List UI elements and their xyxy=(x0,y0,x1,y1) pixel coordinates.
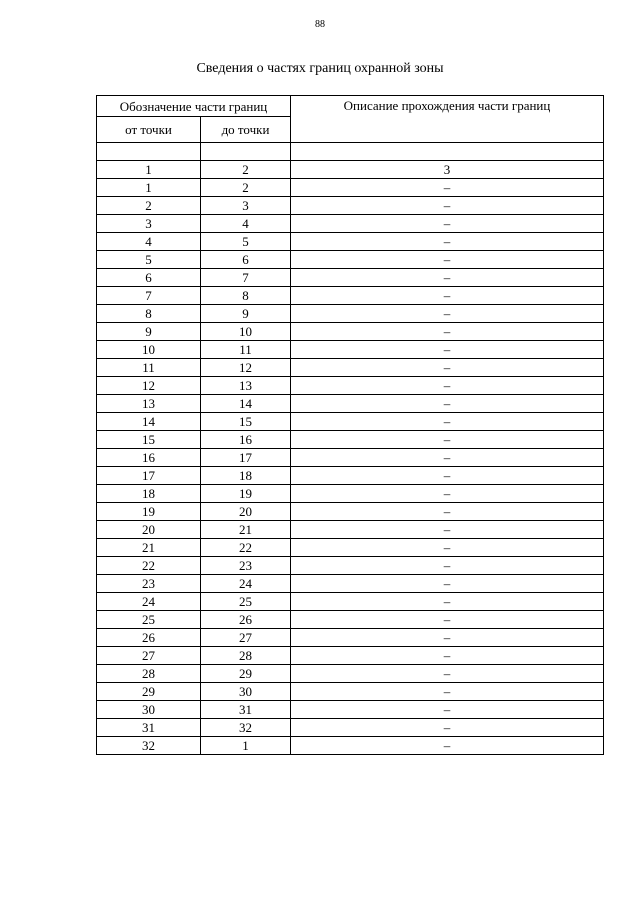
table-row xyxy=(97,377,604,395)
from-point-cell: 14 xyxy=(97,413,201,431)
description-cell: – xyxy=(291,431,604,449)
description-cell: – xyxy=(291,683,604,701)
table-row xyxy=(97,305,604,323)
to-point-cell: 19 xyxy=(201,485,291,503)
table-row xyxy=(97,215,604,233)
to-point-cell: 7 xyxy=(201,269,291,287)
table-row xyxy=(97,341,604,359)
column-number-3: 3 xyxy=(291,161,604,179)
to-point-cell: 15 xyxy=(201,413,291,431)
header-boundary-designation: Обозначение части границ xyxy=(97,96,291,117)
from-point-cell: 26 xyxy=(97,629,201,647)
description-cell: – xyxy=(291,233,604,251)
header-spacer-row xyxy=(97,143,604,161)
table-row xyxy=(97,287,604,305)
from-point-cell: 10 xyxy=(97,341,201,359)
to-point-cell: 32 xyxy=(201,719,291,737)
to-point-cell: 16 xyxy=(201,431,291,449)
table-row xyxy=(97,629,604,647)
description-cell: – xyxy=(291,395,604,413)
table-row xyxy=(97,467,604,485)
table-row xyxy=(97,701,604,719)
table-row xyxy=(97,503,604,521)
from-point-cell: 9 xyxy=(97,323,201,341)
from-point-cell: 28 xyxy=(97,665,201,683)
description-cell: – xyxy=(291,665,604,683)
table-row xyxy=(97,413,604,431)
table-row xyxy=(97,359,604,377)
description-cell: – xyxy=(291,467,604,485)
description-cell: – xyxy=(291,701,604,719)
header-to-point: до точки xyxy=(201,117,291,143)
description-cell: – xyxy=(291,719,604,737)
from-point-cell: 11 xyxy=(97,359,201,377)
description-cell: – xyxy=(291,323,604,341)
description-cell: – xyxy=(291,197,604,215)
table-row xyxy=(97,575,604,593)
description-cell: – xyxy=(291,305,604,323)
from-point-cell: 13 xyxy=(97,395,201,413)
description-cell: – xyxy=(291,611,604,629)
from-point-cell: 31 xyxy=(97,719,201,737)
to-point-cell: 29 xyxy=(201,665,291,683)
table-row xyxy=(97,449,604,467)
to-point-cell: 30 xyxy=(201,683,291,701)
from-point-cell: 18 xyxy=(97,485,201,503)
table-row xyxy=(97,323,604,341)
table-row xyxy=(97,683,604,701)
from-point-cell: 29 xyxy=(97,683,201,701)
table-row xyxy=(97,521,604,539)
table-row xyxy=(97,233,604,251)
to-point-cell: 3 xyxy=(201,197,291,215)
from-point-cell: 6 xyxy=(97,269,201,287)
from-point-cell: 25 xyxy=(97,611,201,629)
to-point-cell: 2 xyxy=(201,179,291,197)
from-point-cell: 24 xyxy=(97,593,201,611)
from-point-cell: 4 xyxy=(97,233,201,251)
header-description: Описание прохождения части границ xyxy=(291,96,604,143)
from-point-cell: 8 xyxy=(97,305,201,323)
description-cell: – xyxy=(291,629,604,647)
table-row xyxy=(97,179,604,197)
table-row xyxy=(97,647,604,665)
table-row xyxy=(97,665,604,683)
description-cell: – xyxy=(291,287,604,305)
description-cell: – xyxy=(291,179,604,197)
table-row xyxy=(97,197,604,215)
from-point-cell: 2 xyxy=(97,197,201,215)
table-row xyxy=(97,737,604,755)
description-cell: – xyxy=(291,539,604,557)
description-cell: – xyxy=(291,485,604,503)
column-number-row xyxy=(97,161,604,179)
to-point-cell: 22 xyxy=(201,539,291,557)
table-row xyxy=(97,395,604,413)
to-point-cell: 27 xyxy=(201,629,291,647)
description-cell: – xyxy=(291,449,604,467)
from-point-cell: 20 xyxy=(97,521,201,539)
to-point-cell: 9 xyxy=(201,305,291,323)
table-row xyxy=(97,611,604,629)
table-header-row xyxy=(97,96,604,117)
to-point-cell: 25 xyxy=(201,593,291,611)
from-point-cell: 19 xyxy=(97,503,201,521)
description-cell: – xyxy=(291,737,604,755)
to-point-cell: 31 xyxy=(201,701,291,719)
to-point-cell: 17 xyxy=(201,449,291,467)
from-point-cell: 7 xyxy=(97,287,201,305)
description-cell: – xyxy=(291,503,604,521)
description-cell: – xyxy=(291,575,604,593)
to-point-cell: 23 xyxy=(201,557,291,575)
description-cell: – xyxy=(291,647,604,665)
description-cell: – xyxy=(291,413,604,431)
table-row xyxy=(97,593,604,611)
to-point-cell: 20 xyxy=(201,503,291,521)
to-point-cell: 5 xyxy=(201,233,291,251)
to-point-cell: 14 xyxy=(201,395,291,413)
to-point-cell: 21 xyxy=(201,521,291,539)
description-cell: – xyxy=(291,377,604,395)
from-point-cell: 30 xyxy=(97,701,201,719)
to-point-cell: 6 xyxy=(201,251,291,269)
boundary-parts-table xyxy=(96,95,604,755)
table-body xyxy=(97,143,604,755)
to-point-cell: 28 xyxy=(201,647,291,665)
table-row xyxy=(97,431,604,449)
table-row xyxy=(97,251,604,269)
description-cell: – xyxy=(291,521,604,539)
description-cell: – xyxy=(291,557,604,575)
description-cell: – xyxy=(291,251,604,269)
from-point-cell: 32 xyxy=(97,737,201,755)
to-point-cell: 1 xyxy=(201,737,291,755)
from-point-cell: 15 xyxy=(97,431,201,449)
table-row xyxy=(97,557,604,575)
description-cell: – xyxy=(291,269,604,287)
description-cell: – xyxy=(291,593,604,611)
to-point-cell: 18 xyxy=(201,467,291,485)
to-point-cell: 12 xyxy=(201,359,291,377)
from-point-cell: 1 xyxy=(97,179,201,197)
from-point-cell: 5 xyxy=(97,251,201,269)
from-point-cell: 21 xyxy=(97,539,201,557)
to-point-cell: 4 xyxy=(201,215,291,233)
to-point-cell: 26 xyxy=(201,611,291,629)
to-point-cell: 11 xyxy=(201,341,291,359)
page-number: 88 xyxy=(315,19,325,30)
table-row xyxy=(97,269,604,287)
from-point-cell: 16 xyxy=(97,449,201,467)
column-number-1: 1 xyxy=(97,161,201,179)
document-title: Сведения о частях границ охранной зоны xyxy=(196,61,444,76)
description-cell: – xyxy=(291,341,604,359)
from-point-cell: 17 xyxy=(97,467,201,485)
from-point-cell: 22 xyxy=(97,557,201,575)
table-row xyxy=(97,539,604,557)
header-from-point: от точки xyxy=(97,117,201,143)
to-point-cell: 8 xyxy=(201,287,291,305)
from-point-cell: 23 xyxy=(97,575,201,593)
table-row xyxy=(97,485,604,503)
from-point-cell: 12 xyxy=(97,377,201,395)
to-point-cell: 10 xyxy=(201,323,291,341)
to-point-cell: 13 xyxy=(201,377,291,395)
table-row xyxy=(97,719,604,737)
from-point-cell: 27 xyxy=(97,647,201,665)
to-point-cell: 24 xyxy=(201,575,291,593)
from-point-cell: 3 xyxy=(97,215,201,233)
column-number-2: 2 xyxy=(201,161,291,179)
description-cell: – xyxy=(291,215,604,233)
description-cell: – xyxy=(291,359,604,377)
